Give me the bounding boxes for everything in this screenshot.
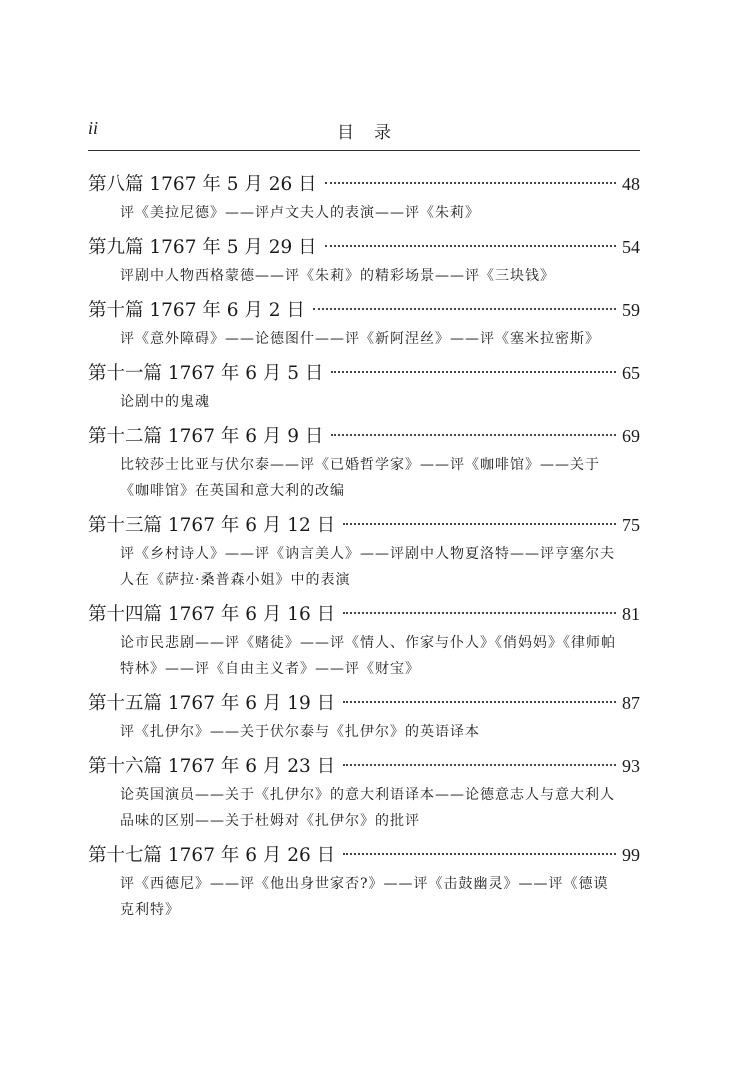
toc-entry-subtitle: 评剧中人物西格蒙德——评《朱莉》的精彩场景——评《三块钱》 [120,268,555,284]
toc-entry [88,359,640,415]
toc-entry-subtitle: 评《美拉尼德》——评卢文夫人的表演——评《朱莉》 [120,205,480,221]
toc-entry [88,841,640,923]
header-rule [88,150,640,151]
toc-entry-page: 81 [622,604,640,624]
dot-leader [313,308,616,310]
toc-entry-subtitle: 评《扎伊尔》——关于伏尔泰与《扎伊尔》的英语译本 [120,724,480,740]
toc-entry-subtitle: 论市民悲剧——评《赌徒》——评《情人、作家与仆人》《俏妈妈》《律师帕特林》——评《自由主义者》——评《财宝》 [120,635,616,677]
toc-entry-title: 第十三篇 1767 年 6 月 12 日 [88,515,336,536]
toc-entry-page: 93 [622,756,640,776]
toc-entry-title: 第十四篇 1767 年 6 月 16 日 [88,604,336,625]
toc-entry-title: 第十篇 1767 年 6 月 2 日 [88,300,305,321]
toc-entry-subtitle: 比较莎士比亚与伏尔泰——评《已婚哲学家》——评《咖啡馆》——关于《咖啡馆》在英国和意大利的改编 [120,457,600,499]
toc-entry-title: 第十一篇 1767 年 6 月 5 日 [88,363,324,384]
toc-entry-subtitle: 评《西德尼》——评《他出身世家否?》——评《击鼓幽灵》——评《德谟克利特》 [120,876,609,918]
toc-entry [88,511,640,593]
toc-entry-page: 54 [622,237,640,257]
toc-entry-subtitle: 论英国演员——关于《扎伊尔》的意大利语译本——论德意志人与意大利人品味的区别——关于杜姆对《扎伊尔》的批评 [120,787,615,829]
toc-entry-subtitle: 论剧中的鬼魂 [120,394,210,410]
toc-entry-page: 75 [622,515,640,535]
table-of-contents [88,170,640,930]
toc-entry-page: 99 [622,845,640,865]
toc-entry [88,170,640,226]
toc-entry [88,752,640,834]
toc-entry [88,422,640,504]
dot-leader [331,434,616,436]
toc-entry-subtitle: 评《意外障碍》——论德图什——评《新阿涅丝》——评《塞米拉密斯》 [120,331,600,347]
dot-leader [331,371,616,373]
toc-entry-title: 第十二篇 1767 年 6 月 9 日 [88,426,324,447]
toc-entry [88,600,640,682]
toc-entry-page: 48 [622,174,640,194]
toc-entry-subtitle: 评《乡村诗人》——评《讷言美人》——评剧中人物夏洛特——评亨塞尔夫人在《萨拉·桑普森小姐》中的表演 [120,546,615,588]
toc-entry-title: 第十六篇 1767 年 6 月 23 日 [88,756,336,777]
dot-leader [343,612,616,614]
toc-entry-title: 第十五篇 1767 年 6 月 19 日 [88,693,336,714]
toc-entry-page: 65 [622,363,640,383]
toc-entry [88,689,640,745]
dot-leader [343,853,616,855]
toc-entry [88,296,640,352]
toc-entry-page: 59 [622,300,640,320]
section-title: 目录 [337,123,411,143]
toc-entry-title: 第九篇 1767 年 5 月 29 日 [88,237,317,258]
page-number: ii [88,118,99,138]
toc-entry-page: 69 [622,426,640,446]
dot-leader [343,701,616,703]
dot-leader [343,523,616,525]
toc-entry-page: 87 [622,693,640,713]
toc-entry-title: 第十七篇 1767 年 6 月 26 日 [88,845,336,866]
dot-leader [325,182,616,184]
toc-entry-title: 第八篇 1767 年 5 月 26 日 [88,174,317,195]
running-head [88,118,640,142]
dot-leader [325,245,616,247]
toc-entry [88,233,640,289]
dot-leader [343,764,616,766]
